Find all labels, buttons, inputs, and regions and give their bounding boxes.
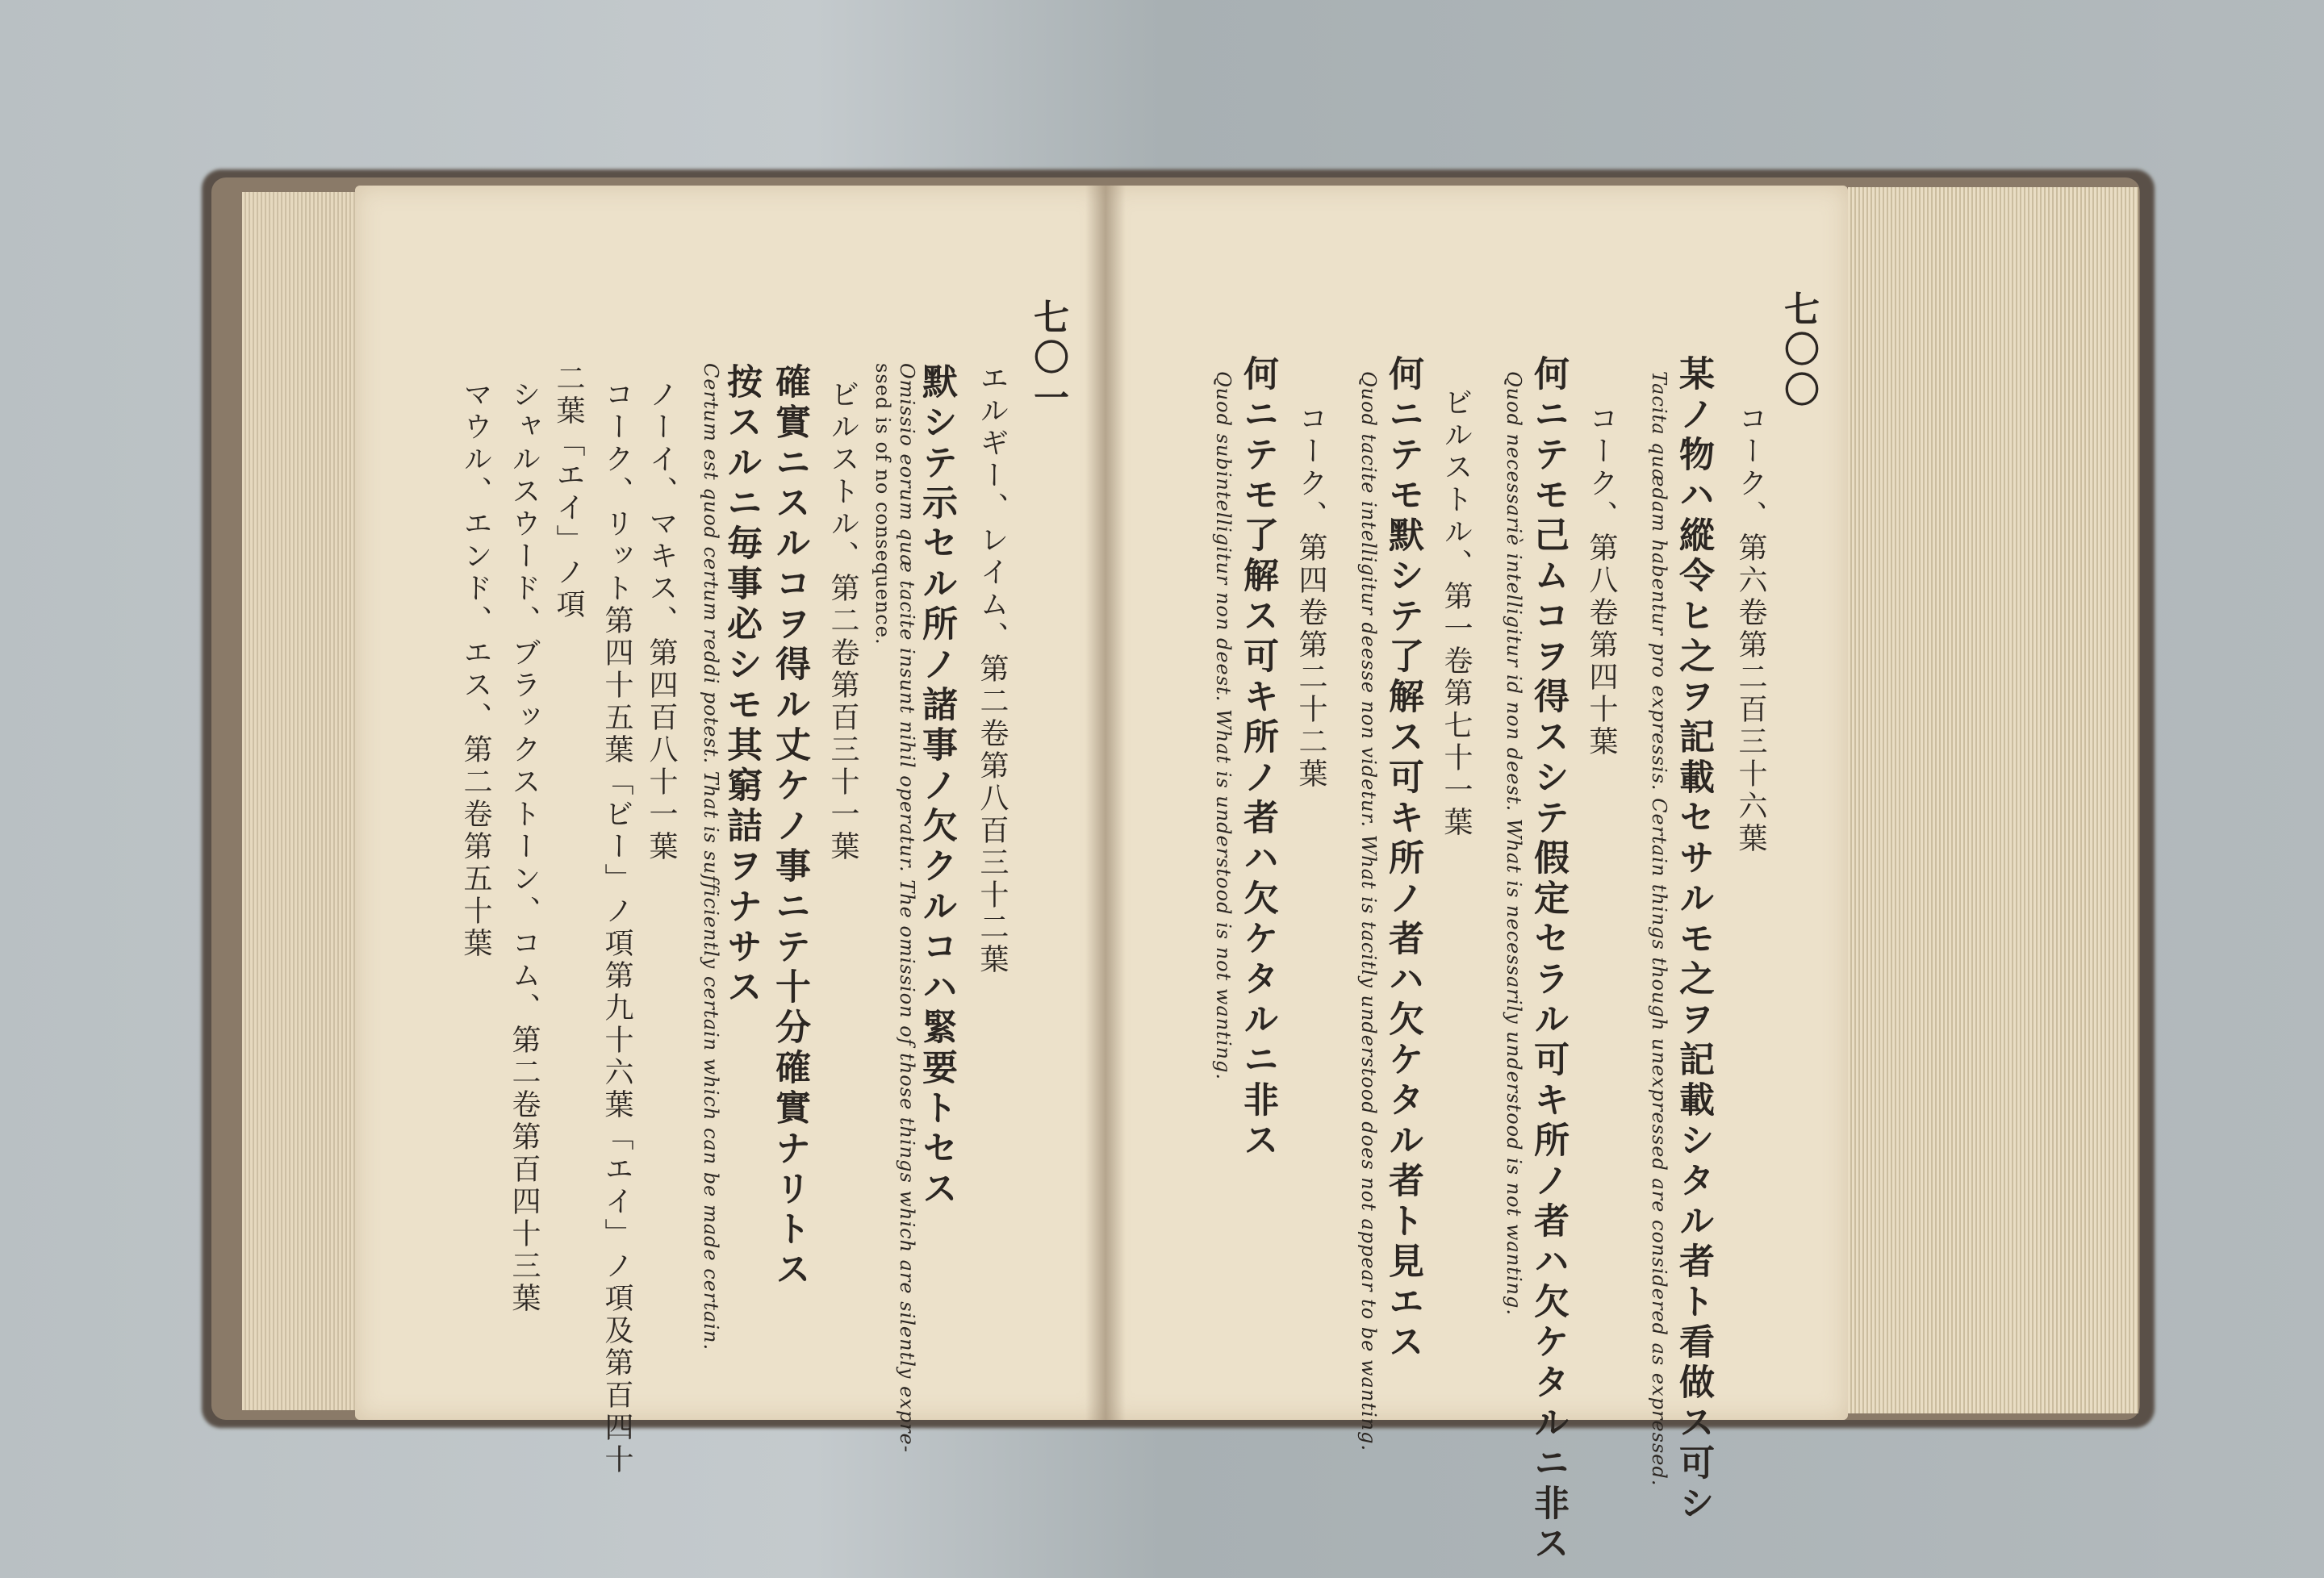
left-col-12: シャルスウード、ブラックストーン、コム、第二卷第百四十三葉 [508, 379, 541, 1315]
right-page-edges [1848, 187, 2138, 1413]
left-col-9: ノーイ、マキス、第四百八十一葉 [645, 379, 678, 863]
right-col-8: 何ニテモ默シテ了解ス可キ所ノ者ハ欠ケタル者ト見エス [1382, 355, 1423, 1363]
right-col-11: 何ニテモ了解ス可キ所ノ者ハ欠ケタルニ非ス [1237, 355, 1278, 1162]
right-col-1: コーク、第六卷第二百三十六葉 [1734, 403, 1767, 855]
left-col-2: 默シテ示セル所ノ諸事ノ欠クルコハ緊要トセス [916, 363, 957, 1210]
right-col-9: Quod tacite intelligitur deesse non videtur. What is tacitly understood does not appear to be wanting. [1357, 371, 1380, 1452]
right-col-3: Tacita quædam habentur pro expressis. Certain things though unexpressed are considered as expressed. [1648, 371, 1670, 1487]
left-col-11: 二葉「エイ」ノ項 [552, 363, 585, 621]
right-col-2: 某ノ物ハ縱令ヒ之ヲ記載セサルモ之ヲ記載シタル者ト看做ス可シ [1673, 355, 1714, 1525]
right-col-4: コーク、第八卷第四十葉 [1585, 403, 1618, 758]
left-col-3: Omissio eorum quæ tacite insunt nihil operatur. The omission of those things which are silently expre- [896, 363, 918, 1453]
right-col-12: Quod subintelligitur non deest. What is understood is not wanting. [1212, 371, 1235, 1080]
left-page-edges [242, 192, 355, 1410]
right-col-10: コーク、第四卷第二十二葉 [1294, 403, 1327, 791]
left-col-7: 按スルニ毎事必シモ其窮詰ヲナサス [721, 363, 762, 1008]
book-gutter [1085, 186, 1126, 1420]
left-page [355, 186, 1106, 1476]
right-col-5: 何ニテモ己ムコヲ得スシテ假定セラル可キ所ノ者ハ欠ケタルニ非ス [1528, 355, 1569, 1565]
left-col-4: ssed is of no consequence. [872, 363, 894, 645]
right-col-7: ビルストル、第一卷第七十一葉 [1440, 387, 1473, 839]
left-page-number: 七〇一 [1027, 298, 1068, 420]
left-col-13: マウル、エンド、エス、第二卷第五十葉 [459, 379, 492, 960]
right-col-6: Quod necessariè intelligitur id non deest. What is necessarily understood is not wanting. [1503, 371, 1525, 1316]
left-col-5: ビルストル、第二卷第百三十一葉 [826, 379, 859, 863]
right-page-number: 七〇〇 [1778, 290, 1819, 411]
left-col-6: 確實ニスルコヲ得ル丈ケノ事ニテ十分確實ナリトス [769, 363, 810, 1291]
left-col-8: Certum est quod certum reddi potest. That is sufficiently certain which can be made certain. [700, 363, 722, 1351]
left-col-10: コーク、リット第四十五葉「ビー」ノ項第九十六葉「エイ」ノ項及第百四十 [600, 379, 633, 1476]
right-page [1106, 186, 1848, 1565]
left-col-1: エルギー、レイム、第二卷第八百三十二葉 [976, 363, 1009, 976]
